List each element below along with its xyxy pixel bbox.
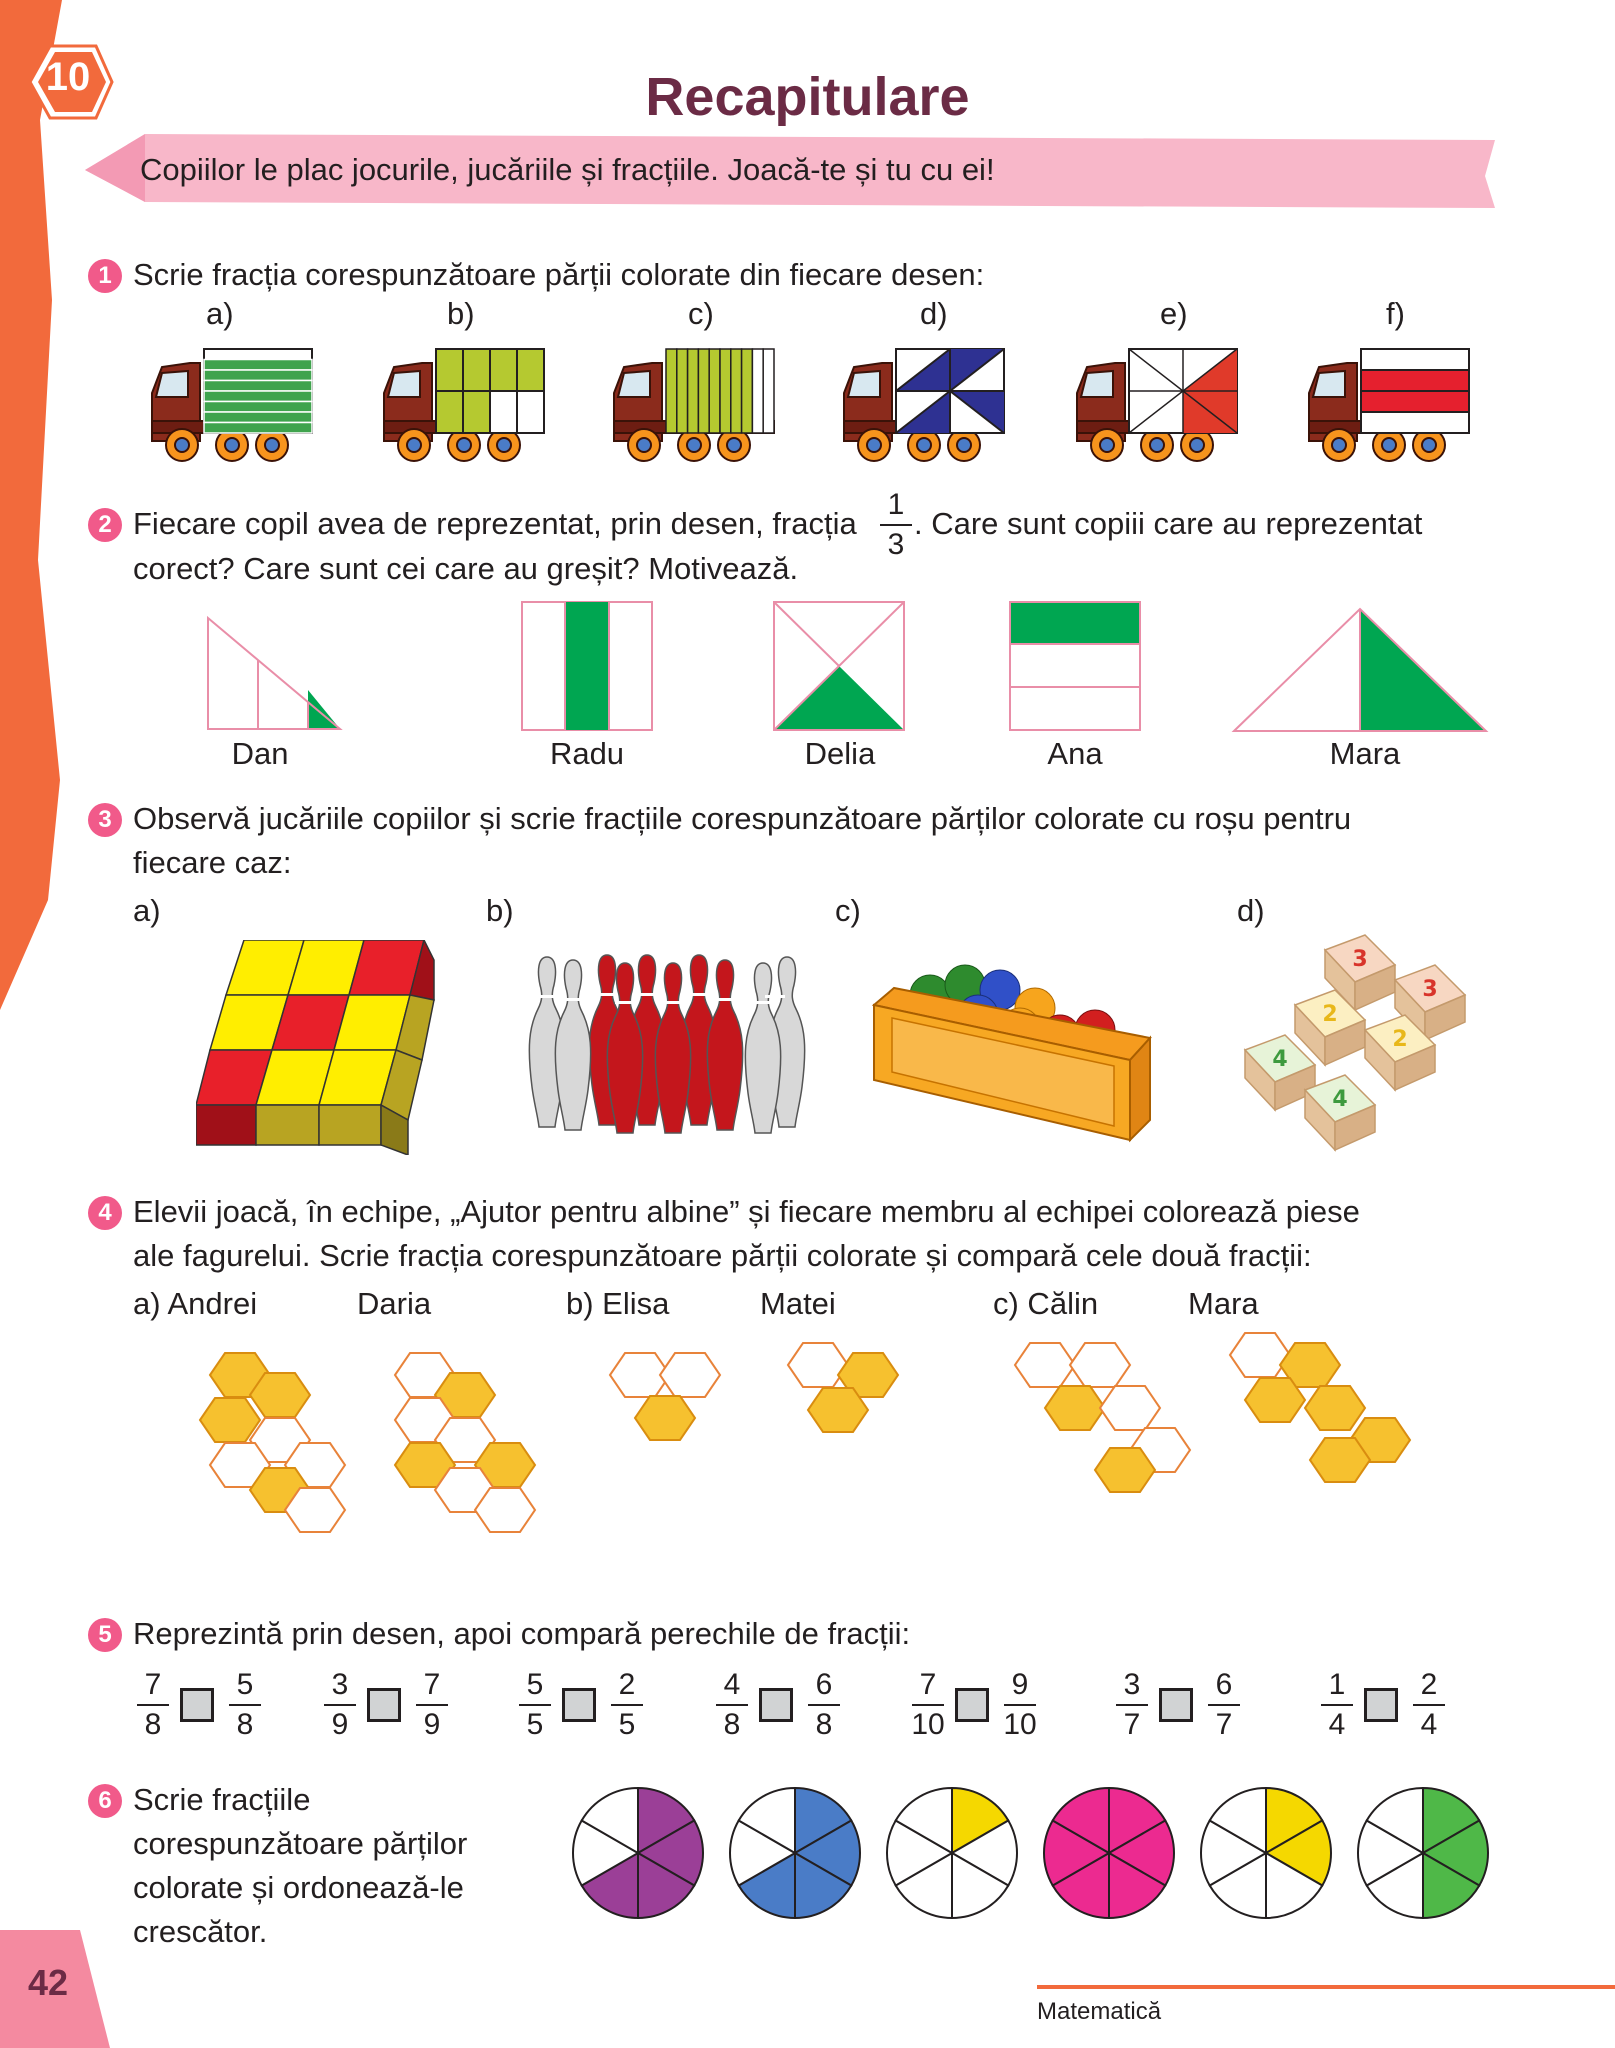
footer-subject: Matematică: [1037, 1998, 1162, 2025]
svg-text:3: 3: [1422, 977, 1438, 1002]
compare-box[interactable]: [955, 1688, 989, 1722]
fraction-right: 5 8: [225, 1668, 265, 1742]
exercise-2-text-b: . Care sunt copiii care au reprezentat: [914, 506, 1423, 541]
honeycomb-label-daria: Daria: [357, 1286, 432, 1321]
fraction-circle-5: [1201, 1788, 1331, 1918]
fraction-left: 7 10: [911, 1668, 945, 1741]
exercise-6-line-1: Scrie fracțiile: [133, 1782, 311, 1817]
honeycomb-label-mara: Mara: [1188, 1286, 1259, 1321]
exercise-5-text: Reprezintă prin desen, apoi compară perechile de fracții:: [133, 1616, 911, 1651]
exercise-2-text-a: Fiecare copil avea de reprezentat, prin desen, fracția: [133, 506, 857, 541]
name-delia: Delia: [804, 736, 876, 771]
name-ana: Ana: [1047, 736, 1103, 771]
fraction-left: 3 7: [1112, 1668, 1152, 1742]
exercise-6-line-3: colorate și ordonează-le: [133, 1870, 464, 1905]
shape-mara: [1230, 605, 1490, 735]
truck-e: [1073, 345, 1248, 470]
exercise-3-text-b: fiecare caz:: [133, 845, 292, 880]
fraction-right: 2 4: [1409, 1668, 1449, 1742]
shape-ana: [1006, 598, 1144, 734]
compare-box[interactable]: [562, 1688, 596, 1722]
svg-text:2: 2: [1322, 1002, 1338, 1027]
truck-label-b: b): [447, 296, 475, 331]
shape-radu: [518, 598, 656, 734]
exercise-number: 6: [88, 1784, 122, 1818]
honeycomb-label-calin: c) Călin: [993, 1286, 1099, 1321]
truck-f: [1305, 345, 1480, 470]
svg-text:4: 4: [1332, 1087, 1348, 1112]
toy-number-cubes: [1235, 930, 1485, 1155]
honeycomb-label-elisa: b) Elisa: [566, 1286, 670, 1321]
fraction-right: 6 8: [804, 1668, 844, 1742]
truck-a: [148, 345, 323, 470]
honeycomb-calin: [1005, 1330, 1225, 1520]
compare-box[interactable]: [180, 1688, 214, 1722]
fraction-circle-3: [887, 1788, 1017, 1918]
toy-bowling-pins: [525, 950, 815, 1135]
left-orange-band: [0, 0, 120, 2048]
fraction-circle-2: [730, 1788, 860, 1918]
honeycomb-daria: [380, 1340, 560, 1560]
fraction-circle-4: [1044, 1788, 1174, 1918]
exercise-number: 2: [88, 508, 122, 542]
truck-label-f: f): [1386, 296, 1405, 331]
fraction-right: 9 10: [1003, 1668, 1037, 1741]
fraction-right: 2 5: [607, 1668, 647, 1742]
fraction-numerator: 1: [887, 488, 905, 521]
fraction-right: 7 9: [412, 1668, 452, 1742]
svg-text:3: 3: [1352, 947, 1368, 972]
exercise-number: 1: [88, 259, 122, 293]
svg-text:4: 4: [1272, 1047, 1288, 1072]
honeycomb-elisa: [600, 1340, 740, 1460]
toy-ball-box: [870, 940, 1155, 1145]
fraction-left: 7 8: [133, 1668, 173, 1742]
toy-label-b: b): [486, 893, 514, 928]
toy-label-a: a): [133, 893, 161, 928]
honeycomb-label-andrei: a) Andrei: [133, 1286, 258, 1321]
name-mara: Mara: [1329, 736, 1401, 771]
exercise-6-line-2: corespunzătoare părților: [133, 1826, 468, 1861]
compare-box[interactable]: [1364, 1688, 1398, 1722]
fraction-circles: [565, 1778, 1495, 1928]
toy-blocks: [196, 940, 441, 1155]
fraction-circle-1: [573, 1788, 703, 1918]
lesson-number: 10: [45, 55, 91, 99]
fraction-circle-6: [1358, 1788, 1488, 1918]
exercise-2-text-c: corect? Care sunt cei care au greșit? Motivează.: [133, 551, 799, 586]
exercise-number: 5: [88, 1618, 122, 1652]
truck-c: [610, 345, 785, 470]
exercise-1-text: Scrie fracția corespunzătoare părții colorate din fiecare desen:: [133, 257, 985, 292]
exercise-6-line-4: crescător.: [133, 1914, 268, 1949]
compare-box[interactable]: [759, 1688, 793, 1722]
name-dan: Dan: [231, 736, 289, 771]
exercise-number: 3: [88, 803, 122, 837]
compare-box[interactable]: [367, 1688, 401, 1722]
honeycomb-andrei: [185, 1340, 355, 1560]
fraction-denominator: 3: [887, 528, 905, 561]
truck-label-c: c): [688, 296, 714, 331]
fraction-right: 6 7: [1204, 1668, 1244, 1742]
exercise-number: 4: [88, 1196, 122, 1230]
compare-box[interactable]: [1159, 1688, 1193, 1722]
name-radu: Radu: [549, 736, 625, 771]
banner-text: Copiilor le plac jocurile, jucăriile și fracțiile. Joacă-te și tu cu ei!: [140, 152, 995, 187]
fraction-left: 1 4: [1317, 1668, 1357, 1742]
fraction-one-third: [876, 488, 916, 562]
honeycomb-mara: [1215, 1320, 1435, 1510]
truck-label-d: d): [920, 296, 948, 331]
toy-label-d: d): [1237, 893, 1265, 928]
toy-label-c: c): [835, 893, 861, 928]
page-number: 42: [28, 1962, 69, 2003]
exercise-4-text-a: Elevii joacă, în echipe, „Ajutor pentru albine” și fiecare membru al echipei colorează piese: [133, 1194, 1360, 1229]
fraction-left: 3 9: [320, 1668, 360, 1742]
shape-delia: [770, 598, 908, 734]
shape-dan: [200, 610, 365, 735]
truck-label-a: a): [206, 296, 234, 331]
page-title: Recapitulare: [645, 67, 970, 127]
truck-b: [380, 345, 555, 470]
fraction-left: 4 8: [712, 1668, 752, 1742]
honeycomb-matei: [778, 1330, 918, 1450]
truck-label-e: e): [1160, 296, 1188, 331]
exercise-3-text-a: Observă jucăriile copiilor și scrie fracțiile corespunzătoare părților colorate cu roșu pentru: [133, 801, 1352, 836]
honeycomb-label-matei: Matei: [760, 1286, 836, 1321]
exercise-4-text-b: ale fagurelui. Scrie fracția corespunzătoare părții colorate și compară cele două fracții:: [133, 1238, 1312, 1273]
svg-text:2: 2: [1392, 1027, 1408, 1052]
fraction-left: 5 5: [515, 1668, 555, 1742]
truck-d: [840, 345, 1015, 470]
footer-rule: [1037, 1985, 1615, 1991]
